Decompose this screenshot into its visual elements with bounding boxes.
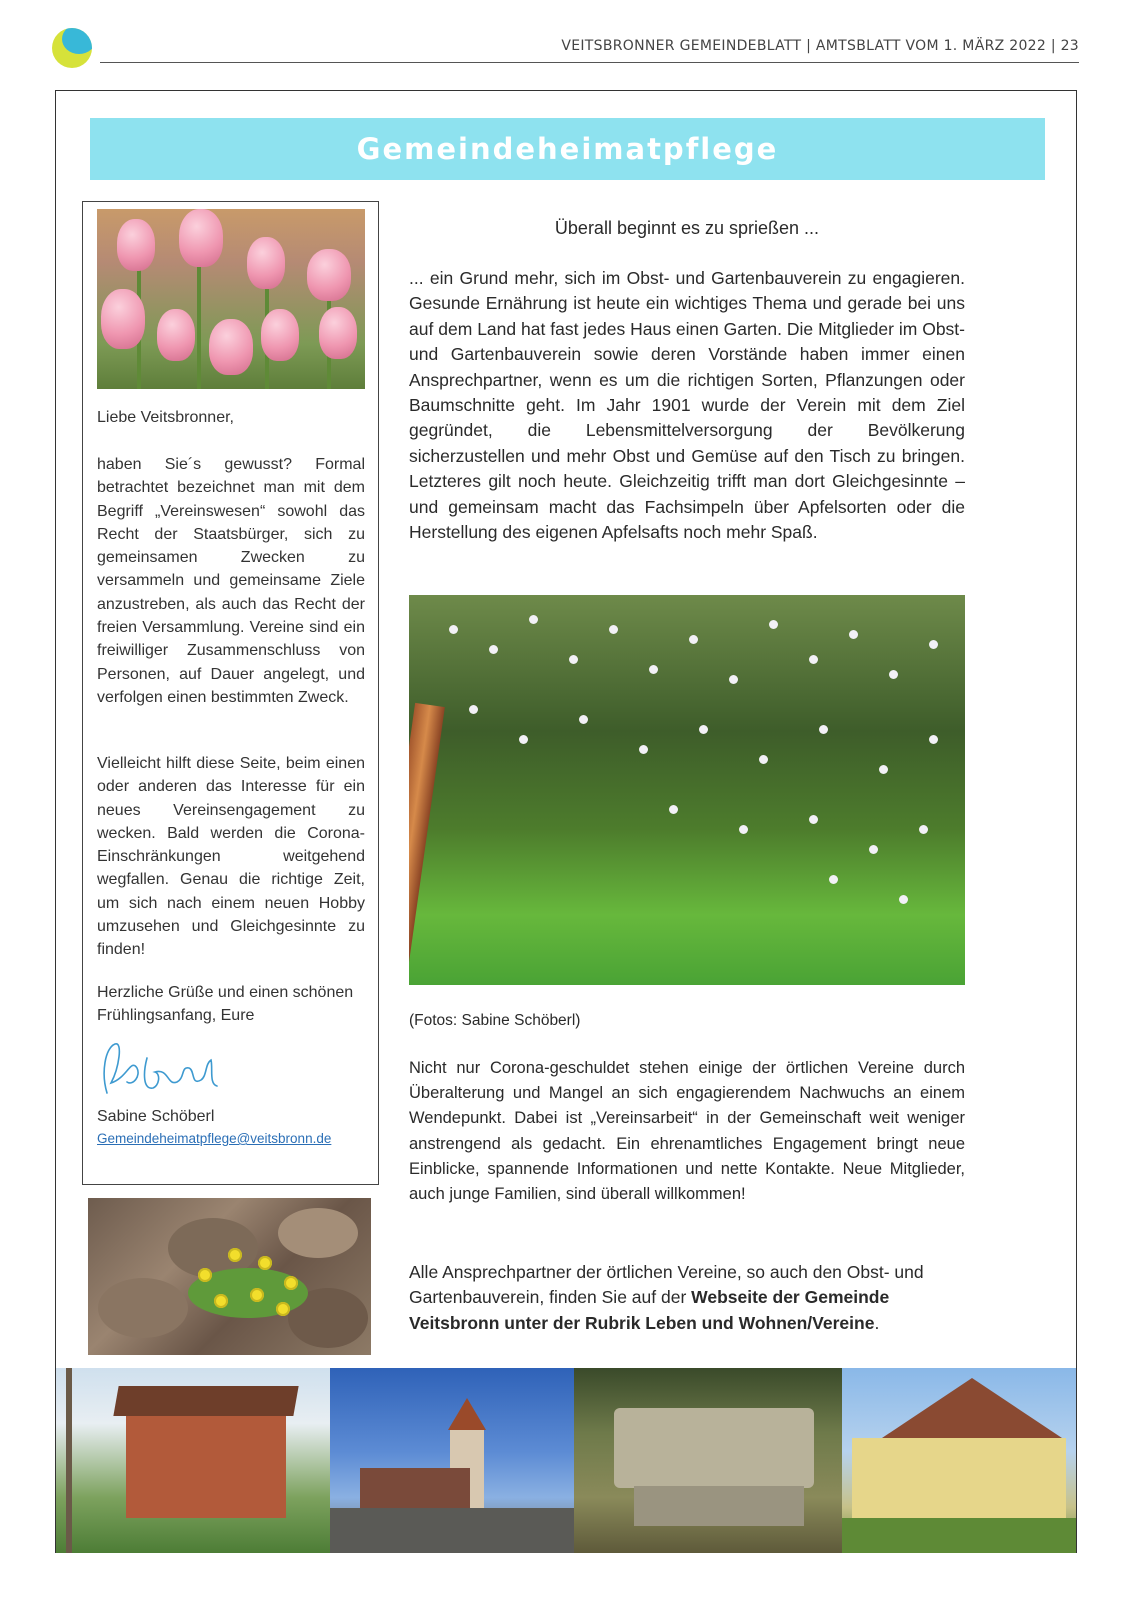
running-header: VEITSBRONNER GEMEINDEBLATT | AMTSBLATT VOM 1. MÄRZ 2022 | 23 <box>561 38 1079 54</box>
winter-aconite-photo <box>88 1198 371 1355</box>
apple-blossom-photo <box>409 595 965 985</box>
greeting-line: Liebe Veitsbronner, <box>97 409 234 426</box>
header-rule <box>100 62 1079 63</box>
municipality-logo <box>52 28 92 68</box>
stone-monument-photo <box>574 1368 842 1553</box>
timber-frame-house-photo <box>842 1368 1076 1553</box>
greeting-sidebar <box>82 201 379 1185</box>
author-name: Sabine Schöberl <box>97 1108 215 1125</box>
greeting-text <box>97 406 365 429</box>
article-paragraph-3: Alle Ansprechpartner der örtlichen Vereine, so auch den Obst- und Gartenbauverein, finden Sie auf der Webseite der Gemeinde Veitsbronn unter der Rubrik Leben und Wohnen/Vereine. <box>409 1262 924 1333</box>
article-headline: Überall beginnt es zu sprießen ... <box>554 218 820 238</box>
tulips-photo <box>97 209 365 389</box>
sidebar-paragraph-1: haben Sie´s gewusst? Formal betrachtet bezeichnet man mit dem Begriff „Vereinswesen“ sowohl das Recht der Staatsbürger, sich zu gemeinsamen Zwecken zu versammeln und gemeinsame Ziele anzustreben, als auch das Recht der freien Versammlung. Vereine sind ein freiwilliger Zusammenschluss von Personen, auf Dauer angelegt, und verfolgen einen bestimmten Zweck. <box>97 456 365 706</box>
photo-credit: (Fotos: Sabine Schöberl) <box>409 1012 581 1029</box>
website-reference: Webseite der Gemeinde Veitsbronn unter der Rubrik Leben und Wohnen/Vereine <box>409 1287 890 1333</box>
section-banner <box>90 118 1045 180</box>
section-title: Gemeindeheimatpflege <box>356 132 779 166</box>
article-paragraph-2: Nicht nur Corona-geschuldet stehen einige der örtlichen Vereine durch Überalterung und Mangel an sich engagierendem Nachwuchs an einem Wendepunkt. Dabei ist „Vereinsarbeit“ in der Gemeinschaft weit weniger anstrengend als gedacht. Ein ehrenamtliches Engagement bringt neue Einblicke, spannende Informationen und nette Kontakte. Neue Mitglieder, auch junge Familien, sind überall willkommen! <box>409 1059 965 1204</box>
author-email-wrap <box>97 1127 365 1150</box>
signature-image <box>97 1038 237 1100</box>
church-tower-photo <box>330 1368 574 1553</box>
brick-station-photo <box>56 1368 330 1553</box>
article-paragraph-1: ... ein Grund mehr, sich im Obst- und Gartenbauverein zu engagieren. Gesunde Ernährung ist heute ein wichtiges Thema und gerade bei uns auf dem Land hat fast jedes Haus einen Garten. Die Mitglieder im Obst- und Gartenbauverein sowie deren Vorstände haben immer einen Ansprechpartner, wenn es um die richtigen Sorten, Pflanzungen oder Baumschnitte geht. Im Jahr 1901 wurde der Verein mit dem Ziel gegründet, die Lebensmittelversorgung der Bevölkerung sicherzustellen und mehr Obst und Gemüse auf den Tisch zu bringen. Letzteres gilt noch heute. Gleichzeitig trifft man dort Gleichgesinnte – und gemeinsam macht das Fachsimpeln über Apfelsorten oder die Herstellung des eigenen Apfelsafts noch mehr Spaß. <box>409 268 965 543</box>
sidebar-paragraph-2: Vielleicht hilft diese Seite, beim einen oder anderen das Interesse für ein neues Vereinsengagement zu wecken. Bald werden die Corona-Einschränkungen weitgehend wegfallen. Genau die richtige Zeit, um sich nach einem neuen Hobby umzusehen und Gleichgesinnte zu finden! <box>97 755 365 959</box>
author-email-link[interactable]: Gemeindeheimatpflege@veitsbronn.de <box>97 1131 332 1146</box>
sidebar-closing: Herzliche Grüße und einen schönen Frühlingsanfang, Eure <box>97 984 354 1025</box>
